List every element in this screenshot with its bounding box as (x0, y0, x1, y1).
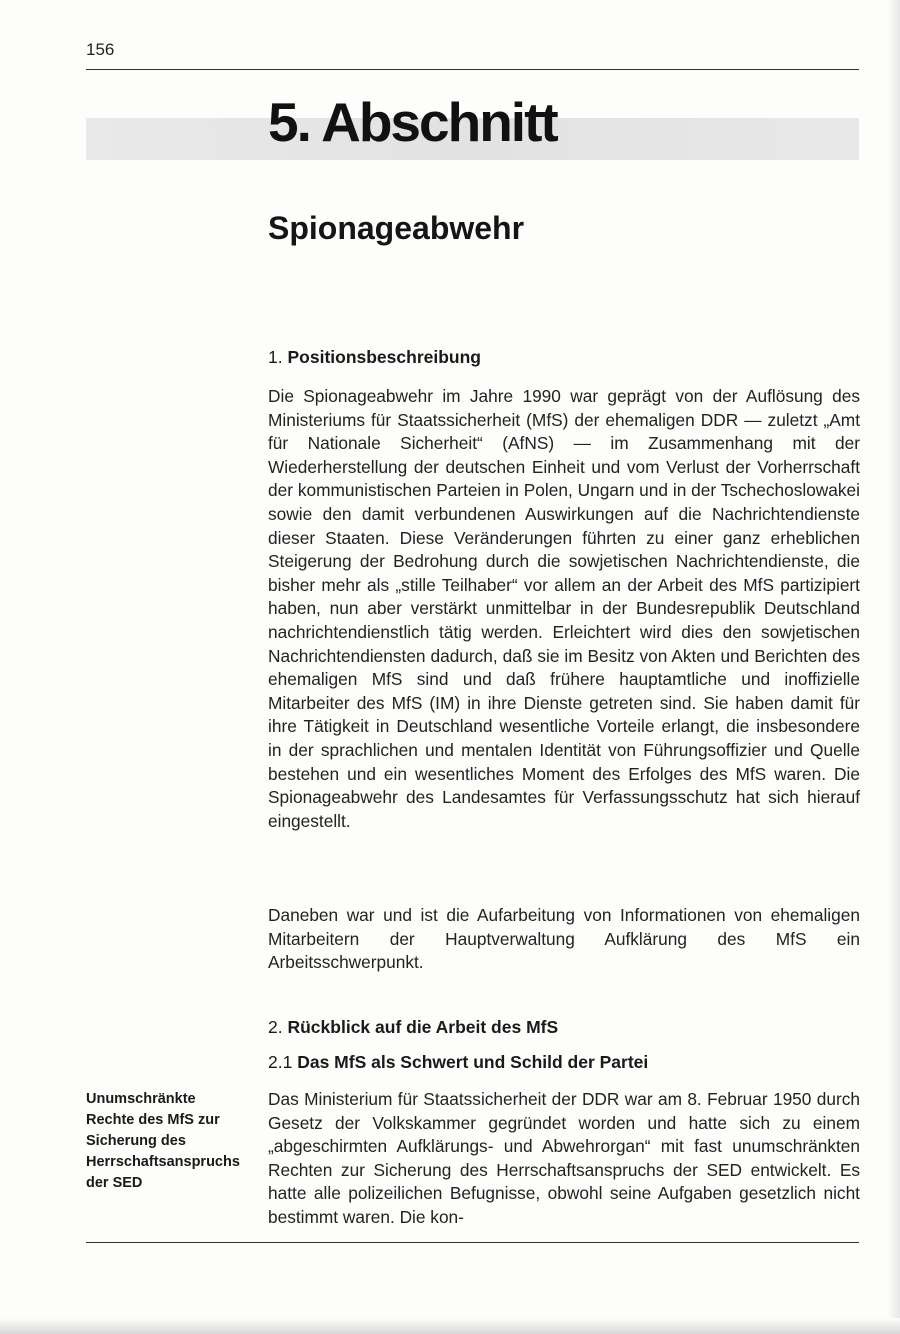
chapter-title: 5. Abschnitt (268, 91, 557, 153)
section-number: 2.1 (268, 1052, 293, 1072)
chapter-subtitle: Spionageabwehr (268, 210, 525, 246)
section-2-1-heading (268, 1052, 648, 1073)
page-number: 156 (86, 40, 115, 59)
section-number: 1. (268, 347, 283, 367)
page-edge-shadow (888, 0, 900, 1334)
section-title: Das MfS als Schwert und Schild der Partei (297, 1052, 649, 1072)
section-1-paragraph-1: Die Spionageabwehr im Jahre 1990 war geprägt von der Auflösung des Ministeriums für Staatssicherheit (MfS) der ehemaligen DDR — zuletzt „Amt für Nationale Sicherheit“ (AfNS) — im Zusammenhang mit der Wiederherstellung der deutschen Einheit und vom Verlust der Vorherrschaft der kommunistischen Parteien in Polen, Ungarn und in der Tschechoslowakei sowie den damit verbundenen Auswirkungen auf die Nachrichtendienste dieser Staaten. Diese Veränderungen führten zu einer ganz erheblichen Steigerung der Bedrohung durch die sowjetischen Nachrichtendienste, die bisher mehr als „stille Teilhaber“ vor allem an der Arbeit des MfS partizipiert haben, nun aber verstärkt unmittelbar in der Bundesrepublik Deutschland nachrichtendienstlich tätig werden. Erleichtert wird dies den sowjetischen Nachrichtendiensten dadurch, daß sie im Besitz von Akten und Berichten des ehemaligen MfS sind und daß frühere hauptamtliche und inoffizielle Mitarbeiter des MfS (IM) in ihre Dienste getreten sind. Sie haben damit für ihre Tätigkeit in Deutschland wesentliche Vorteile erlangt, die insbesondere in der sprachlichen und mentalen Identität von Führungsoffizier und Quelle bestehen und ein wesentliches Moment des Erfolges des MfS waren. Die Spionageabwehr des Landesamtes für Verfassungsschutz hat sich hierauf eingestellt. (268, 386, 860, 831)
page-bottom-shadow (0, 1318, 900, 1334)
header-rule (86, 69, 859, 70)
footer-rule (86, 1242, 859, 1243)
section-1-heading (268, 347, 481, 368)
section-title: Positionsbeschreibung (287, 347, 481, 367)
section-2-1-paragraph: Das Ministerium für Staatssicherheit der DDR war am 8. Februar 1950 durch Gesetz der Volkskammer gegründet worden und hatte sich zu einem „abgeschirmten Aufklärungs- und Abwehrorgan“ mit fast unumschränkten Rechten zur Sicherung des Herrschaftsanspruchs der SED entwickelt. Es hatte alle polizeilichen Befugnisse, obwohl seine Aufgaben gesetzlich nicht bestimmt waren. Die kon- (268, 1089, 860, 1227)
section-number: 2. (268, 1017, 283, 1037)
section-1-paragraph-2: Daneben war und ist die Aufarbeitung von Informationen von ehemaligen Mitarbeitern der Hauptverwaltung Aufklärung des MfS ein Arbeitsschwerpunkt. (268, 905, 860, 973)
section-title: Rückblick auf die Arbeit des MfS (287, 1017, 559, 1037)
section-2-heading (268, 1017, 558, 1038)
margin-note: Unumschränkte Rechte des MfS zur Sicherung des Herrschaftsanspruchs der SED (86, 1091, 240, 1191)
